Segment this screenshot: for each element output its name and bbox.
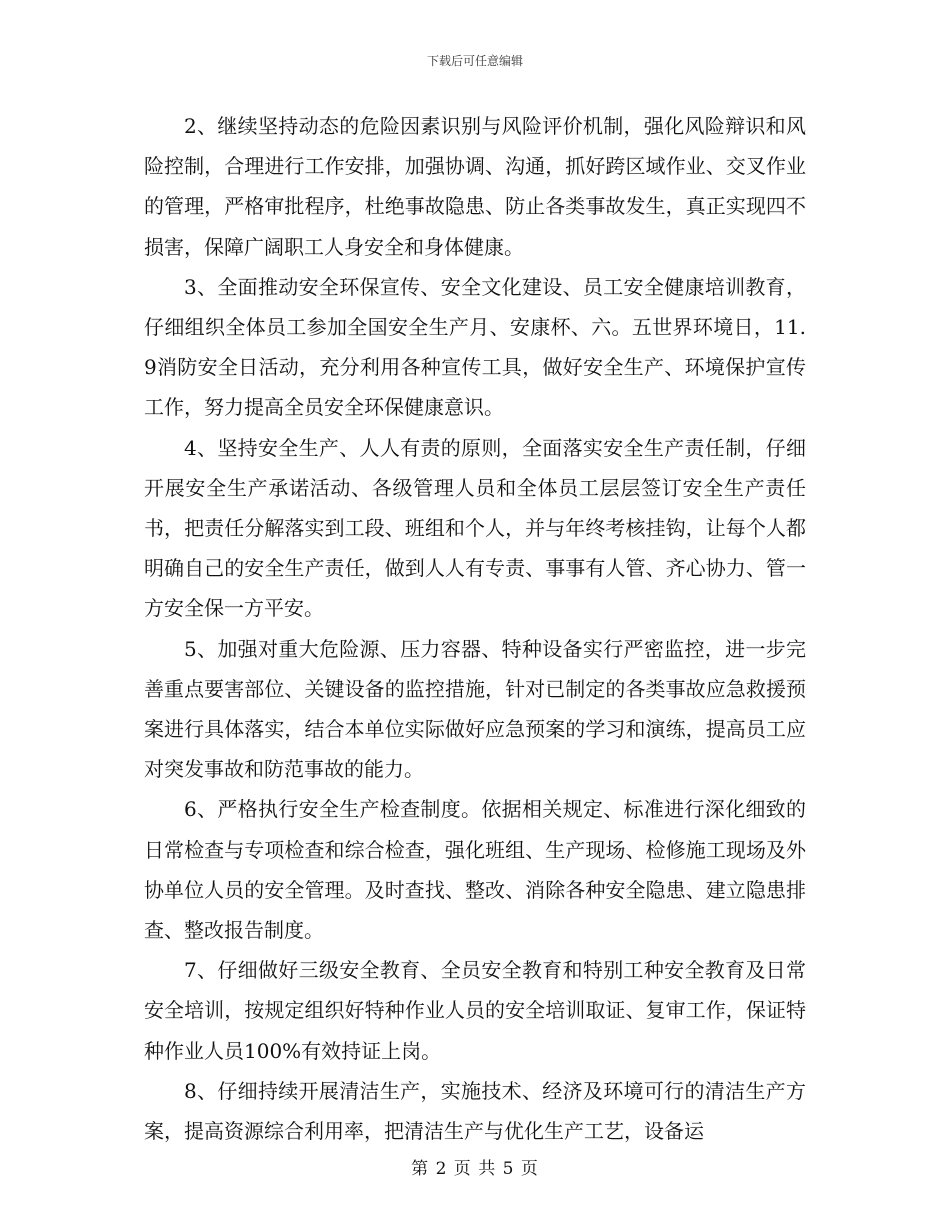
paragraph-item-6: 6、严格执行安全生产检查制度。依据相关规定、标准进行深化细致的日常检查与专项检查和综合检查，强化班组、生产现场、检修施工现场及外协单位人员的安全管理。及时查找、整改、消除各种安全隐患、建立隐患排查、整改报告制度。 — [144, 797, 806, 943]
page-number-footer: 第 2 页 共 5 页 — [411, 1159, 539, 1179]
page-header-note: 下载后可任意编辑 — [426, 54, 523, 68]
paragraph-item-5: 5、加强对重大危险源、压力容器、特种设备实行严密监控，进一步完善重点要害部位、关键设备的监控措施，针对已制定的各类事故应急救援预案进行具体落实，结合本单位实际做好应急预案的学习和演练，提高员工应对突发事故和防范事故的能力。 — [144, 636, 806, 782]
paragraph-item-3: 3、全面推动安全环保宣传、安全文化建设、员工安全健康培训教育，仔细组织全体员工参加全国安全生产月、安康杯、六。五世界环境日，11.9消防安全日活动，充分利用各种宣传工具，做好安全生产、环境保护宣传工作，努力提高全员安全环保健康意识。 — [144, 274, 806, 420]
paragraph-item-4: 4、坚持安全生产、人人有责的原则，全面落实安全生产责任制，仔细开展安全生产承诺活动、各级管理人员和全体员工层层签订安全生产责任书，把责任分解落实到工段、班组和个人，并与年终考核挂钩，让每个人都明确自己的安全生产责任，做到人人有专责、事事有人管、齐心协力、管一方安全保一方平安。 — [144, 435, 806, 621]
paragraph-item-7: 7、仔细做好三级安全教育、全员安全教育和特别工种安全教育及日常安全培训，按规定组织好特种作业人员的安全培训取证、复审工作，保证特种作业人员100%有效持证上岗。 — [144, 958, 806, 1063]
document-body — [144, 106, 806, 1151]
paragraph-item-2: 2、继续坚持动态的危险因素识别与风险评价机制，强化风险辩识和风险控制，合理进行工作安排，加强协调、沟通，抓好跨区域作业、交叉作业的管理，严格审批程序，杜绝事故隐患、防止各类事故发生，真正实现四不损害，保障广阔职工人身安全和身体健康。 — [144, 114, 806, 259]
paragraph-item-8: 8、仔细持续开展清洁生产，实施技术、经济及环境可行的清洁生产方案，提高资源综合利用率，把清洁生产与优化生产工艺，设备运 — [144, 1078, 806, 1144]
